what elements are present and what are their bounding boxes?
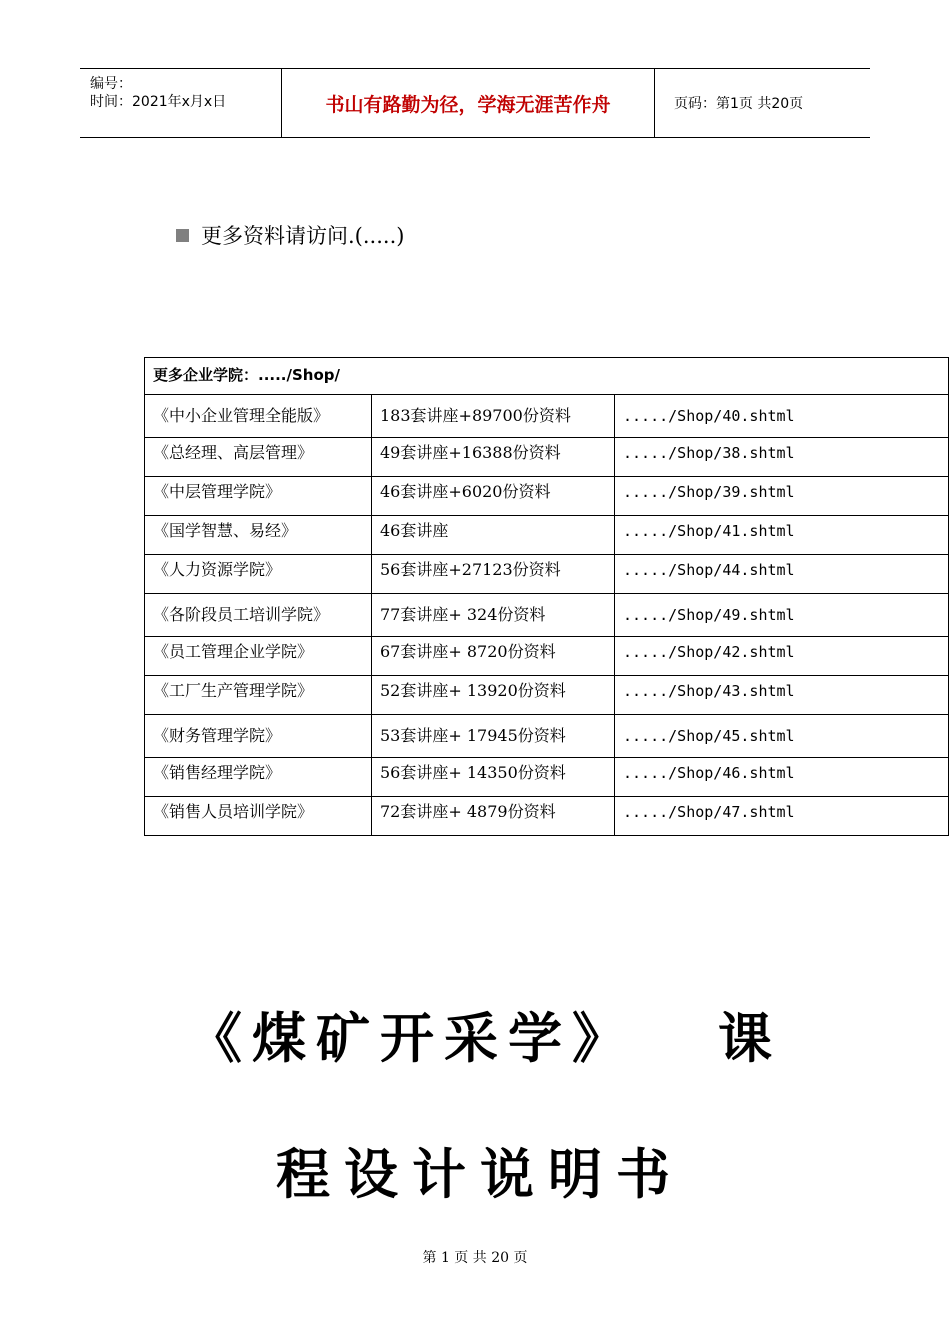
course-content-cell: 67套讲座+ 8720份资料 [372,637,615,676]
table-row [145,797,949,836]
course-name-cell: 《销售人员培训学院》 [145,797,372,836]
square-bullet-icon [176,229,189,242]
course-link-cell[interactable]: ...../Shop/46.shtml [615,758,949,797]
more-info-text: 更多资料请访问.(.....) [201,224,405,248]
course-content-cell: 46套讲座+6020份资料 [372,477,615,516]
page-footer: 第 1 页 共 20 页 [422,1250,528,1266]
table-row [145,477,949,516]
course-content-cell: 52套讲座+ 13920份资料 [372,676,615,715]
document-title-line2: 程设计说明书 [276,1142,684,1206]
course-name-cell: 《中层管理学院》 [145,477,372,516]
table-header-cell: 更多企业学院：...../Shop/ [145,358,949,395]
course-link-cell[interactable]: ...../Shop/49.shtml [615,594,949,637]
course-content-cell: 56套讲座+ 14350份资料 [372,758,615,797]
course-name-cell: 《销售经理学院》 [145,758,372,797]
table-row [145,676,949,715]
table-row [145,758,949,797]
table-row [145,715,949,758]
course-content-cell: 46套讲座 [372,516,615,555]
table-row [145,395,949,438]
course-content-cell: 49套讲座+16388份资料 [372,438,615,477]
table-row [145,438,949,477]
course-name-cell: 《工厂生产管理学院》 [145,676,372,715]
course-name-cell: 《人力资源学院》 [145,555,372,594]
course-link-cell[interactable]: ...../Shop/47.shtml [615,797,949,836]
course-content-cell: 183套讲座+89700份资料 [372,395,615,438]
course-name-cell: 《中小企业管理全能版》 [145,395,372,438]
number-label: 编号： [90,76,132,92]
course-content-cell: 53套讲座+ 17945份资料 [372,715,615,758]
course-link-cell[interactable]: ...../Shop/44.shtml [615,555,949,594]
table-row [145,637,949,676]
course-link-cell[interactable]: ...../Shop/40.shtml [615,395,949,438]
page-info-text: 页码：第1页 共20页 [674,96,804,112]
course-link-cell[interactable]: ...../Shop/41.shtml [615,516,949,555]
course-link-cell[interactable]: ...../Shop/43.shtml [615,676,949,715]
header-motto: 书山有路勤为径，学海无涯苦作舟 [282,69,655,137]
header-page-info [664,69,870,137]
course-content-cell: 77套讲座+ 324份资料 [372,594,615,637]
document-header [80,68,870,138]
course-link-cell[interactable]: ...../Shop/39.shtml [615,477,949,516]
more-info-bullet [176,220,404,250]
course-name-cell: 《国学智慧、易经》 [145,516,372,555]
table-header-row [145,358,949,395]
header-meta-cell [80,69,282,137]
course-link-cell[interactable]: ...../Shop/38.shtml [615,438,949,477]
time-label: 时间：2021年x月x日 [90,94,227,110]
resource-table [144,357,949,836]
course-link-cell[interactable]: ...../Shop/42.shtml [615,637,949,676]
course-name-cell: 《财务管理学院》 [145,715,372,758]
table-row [145,594,949,637]
table-row [145,516,949,555]
course-content-cell: 56套讲座+27123份资料 [372,555,615,594]
document-title-line1-end: 课 [718,1006,772,1070]
course-name-cell: 《员工管理企业学院》 [145,637,372,676]
course-name-cell: 《总经理、高层管理》 [145,438,372,477]
document-title-line1: 《煤矿开采学》 [188,1006,636,1070]
course-content-cell: 72套讲座+ 4879份资料 [372,797,615,836]
table-row [145,555,949,594]
course-name-cell: 《各阶段员工培训学院》 [145,594,372,637]
course-link-cell[interactable]: ...../Shop/45.shtml [615,715,949,758]
